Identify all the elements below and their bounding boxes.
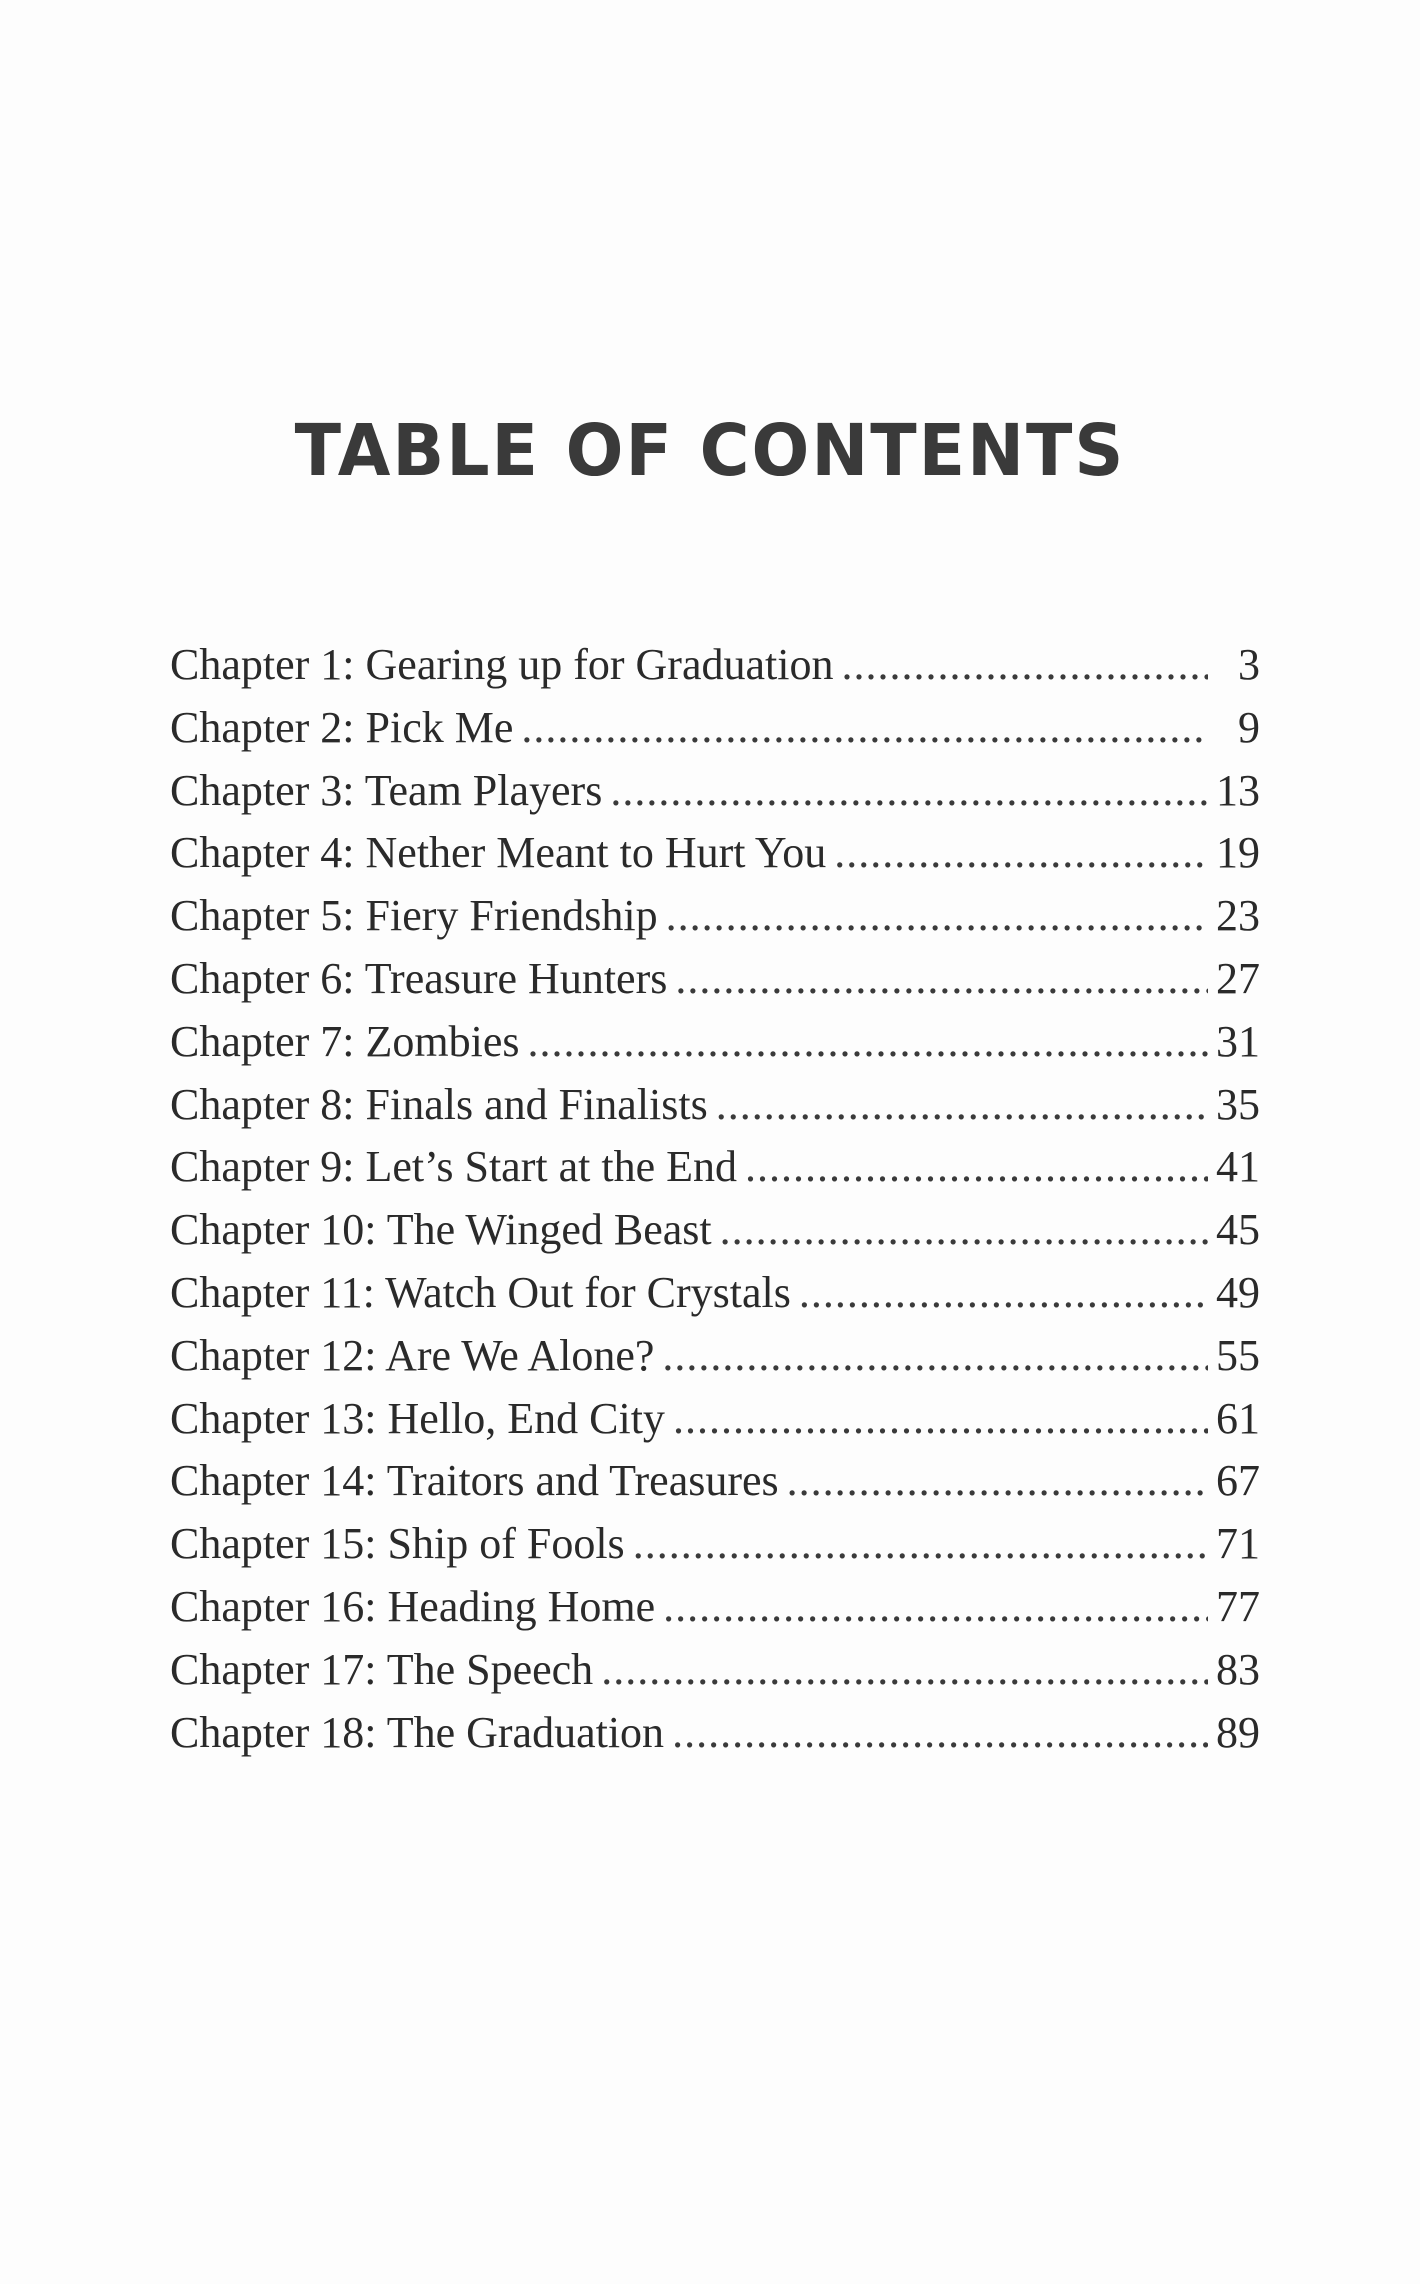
chapter-title: Chapter 4: Nether Meant to Hurt You: [170, 828, 827, 878]
page-number: 19: [1216, 828, 1260, 878]
toc-entry: [170, 760, 1260, 823]
dot-leader: [716, 1074, 1208, 1137]
chapter-title: Chapter 18: The Graduation: [170, 1707, 665, 1757]
chapter-title: Chapter 5: Fiery Friendship: [170, 891, 658, 941]
page-number: 13: [1216, 765, 1260, 815]
page-number: 71: [1216, 1519, 1260, 1569]
dot-leader: [666, 885, 1208, 948]
toc-entry: [170, 1011, 1260, 1074]
toc-entry: [170, 1513, 1260, 1576]
toc-entry: [170, 1325, 1260, 1388]
page-number: 23: [1216, 891, 1260, 941]
toc-entry: [170, 1388, 1260, 1451]
toc-entry: [170, 1639, 1260, 1702]
page-number: 67: [1216, 1456, 1260, 1506]
chapter-title: Chapter 3: Team Players: [170, 765, 603, 815]
page-number: 9: [1238, 702, 1260, 752]
dot-leader: [633, 1513, 1208, 1576]
toc-entry: [170, 1702, 1260, 1765]
chapter-title: Chapter 16: Heading Home: [170, 1581, 656, 1631]
dot-leader: [787, 1450, 1208, 1513]
chapter-title: Chapter 12: Are We Alone?: [170, 1330, 655, 1380]
toc-entry: [170, 822, 1260, 885]
page-number: 89: [1216, 1707, 1260, 1757]
toc-entry: [170, 634, 1260, 697]
toc-entry: [170, 948, 1260, 1011]
chapter-title: Chapter 15: Ship of Fools: [170, 1519, 625, 1569]
page-number: 35: [1216, 1079, 1260, 1129]
dot-leader: [745, 1136, 1208, 1199]
toc-entry: [170, 1450, 1260, 1513]
chapter-title: Chapter 8: Finals and Finalists: [170, 1079, 708, 1129]
chapter-title: Chapter 10: The Winged Beast: [170, 1205, 712, 1255]
toc-entry: [170, 885, 1260, 948]
dot-leader: [672, 1702, 1208, 1765]
page-number: 41: [1216, 1142, 1260, 1192]
chapter-title: Chapter 13: Hello, End City: [170, 1393, 665, 1443]
page-number: 27: [1216, 953, 1260, 1003]
toc-entry: [170, 1576, 1260, 1639]
toc-entry: [170, 697, 1260, 760]
chapter-title: Chapter 6: Treasure Hunters: [170, 953, 668, 1003]
toc-entry: [170, 1074, 1260, 1137]
dot-leader: [601, 1639, 1208, 1702]
toc-entry: [170, 1262, 1260, 1325]
dot-leader: [720, 1199, 1208, 1262]
page-number: 61: [1216, 1393, 1260, 1443]
chapter-title: Chapter 2: Pick Me: [170, 702, 514, 752]
dot-leader: [521, 697, 1208, 760]
dot-leader: [675, 948, 1208, 1011]
chapter-title: Chapter 14: Traitors and Treasures: [170, 1456, 779, 1506]
dot-leader: [673, 1388, 1208, 1451]
page-number: 45: [1216, 1205, 1260, 1255]
dot-leader: [841, 634, 1208, 697]
page-number: 77: [1216, 1581, 1260, 1631]
chapter-title: Chapter 7: Zombies: [170, 1016, 520, 1066]
page-number: 83: [1216, 1644, 1260, 1694]
chapter-title: Chapter 11: Watch Out for Crystals: [170, 1267, 791, 1317]
dot-leader: [610, 760, 1208, 823]
dot-leader: [799, 1262, 1208, 1325]
toc-entry: [170, 1199, 1260, 1262]
dot-leader: [662, 1325, 1208, 1388]
page-number: 31: [1216, 1016, 1260, 1066]
table-of-contents-list: [170, 634, 1260, 1764]
page-number: 55: [1216, 1330, 1260, 1380]
chapter-title: Chapter 17: The Speech: [170, 1644, 594, 1694]
dot-leader: [834, 822, 1208, 885]
chapter-title: Chapter 9: Let’s Start at the End: [170, 1142, 737, 1192]
page-number: 49: [1216, 1267, 1260, 1317]
dot-leader: [663, 1576, 1208, 1639]
chapter-title: Chapter 1: Gearing up for Graduation: [170, 640, 834, 689]
toc-entry: [170, 1136, 1260, 1199]
page-title: TABLE OF CONTENTS: [294, 409, 1126, 493]
page-number: 3: [1238, 640, 1260, 689]
dot-leader: [528, 1011, 1209, 1074]
